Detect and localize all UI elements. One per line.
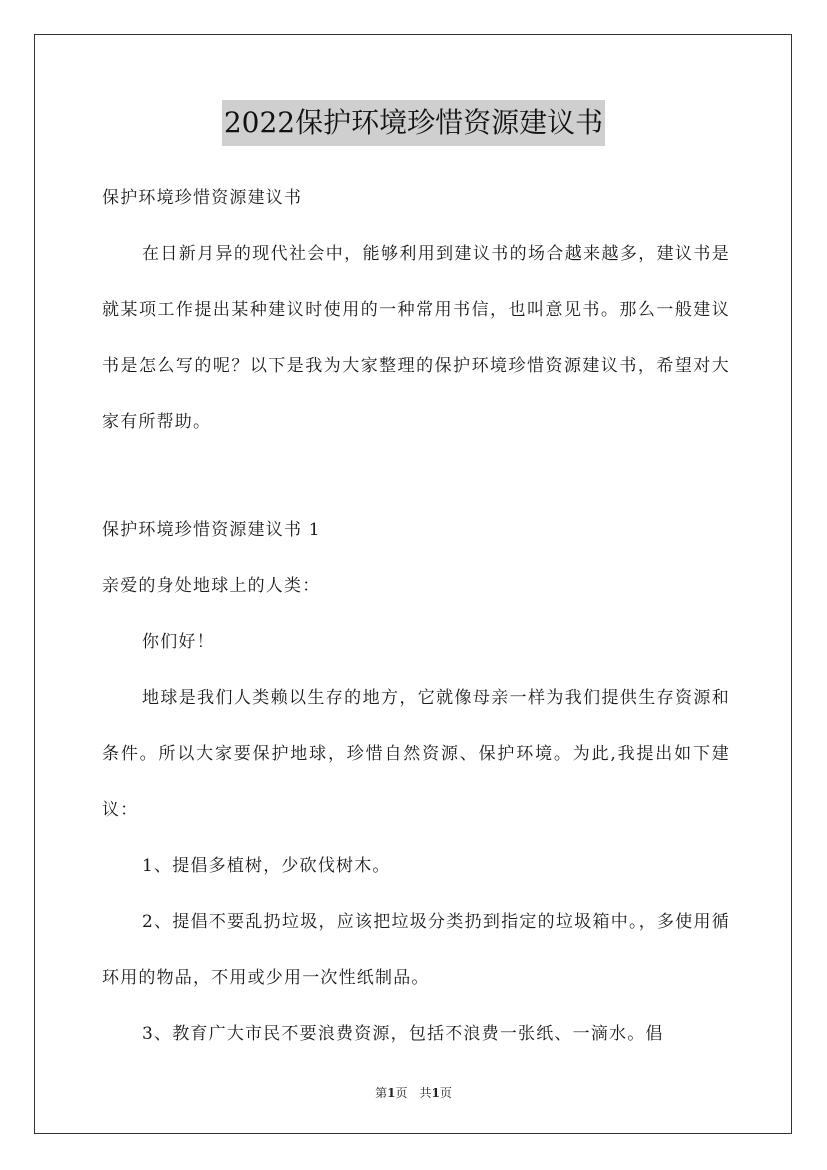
- body-paragraph: 地球是我们人类赖以生存的地方，它就像母亲一样为我们提供生存资源和条件。所以大家要保护地球，珍惜自然资源、保护环境。为此,我提出如下建议：: [102, 688, 730, 820]
- page-footer: [0, 1084, 827, 1101]
- suggestion-item: 2、提倡不要乱扔垃圾，应该把垃圾分类扔到指定的垃圾箱中。，多使用循环用的物品，不用或少用一次性纸制品。: [102, 912, 730, 988]
- footer-page-number: 1: [387, 1086, 396, 1100]
- suggestion-item: 3、教育广大市民不要浪费资源，包括不浪费一张纸、一滴水。倡: [142, 1024, 664, 1044]
- suggestion-item: 1、提倡多植树，少砍伐树木。: [142, 856, 391, 876]
- document-title: 2022保护环境珍惜资源建议书: [222, 100, 605, 146]
- footer-total-pages: 1: [431, 1086, 440, 1100]
- footer-prefix: 第: [375, 1086, 388, 1100]
- title-container: [0, 100, 827, 146]
- section-heading: 保护环境珍惜资源建议书 1: [102, 520, 321, 540]
- footer-suffix: 页: [439, 1086, 452, 1100]
- paragraph-spacer: [102, 450, 730, 502]
- document-body: [102, 170, 730, 1062]
- greeting: 你们好！: [142, 632, 215, 652]
- subtitle: 保护环境珍惜资源建议书: [102, 188, 303, 208]
- footer-mid: 页 共: [395, 1086, 432, 1100]
- salutation: 亲爱的身处地球上的人类：: [102, 576, 321, 596]
- intro-paragraph: 在日新月异的现代社会中，能够利用到建议书的场合越来越多，建议书是就某项工作提出某种建议时使用的一种常用书信，也叫意见书。那么一般建议书是怎么写的呢？以下是我为大家整理的保护环境珍惜资源建议书，希望对大家有所帮助。: [102, 244, 730, 432]
